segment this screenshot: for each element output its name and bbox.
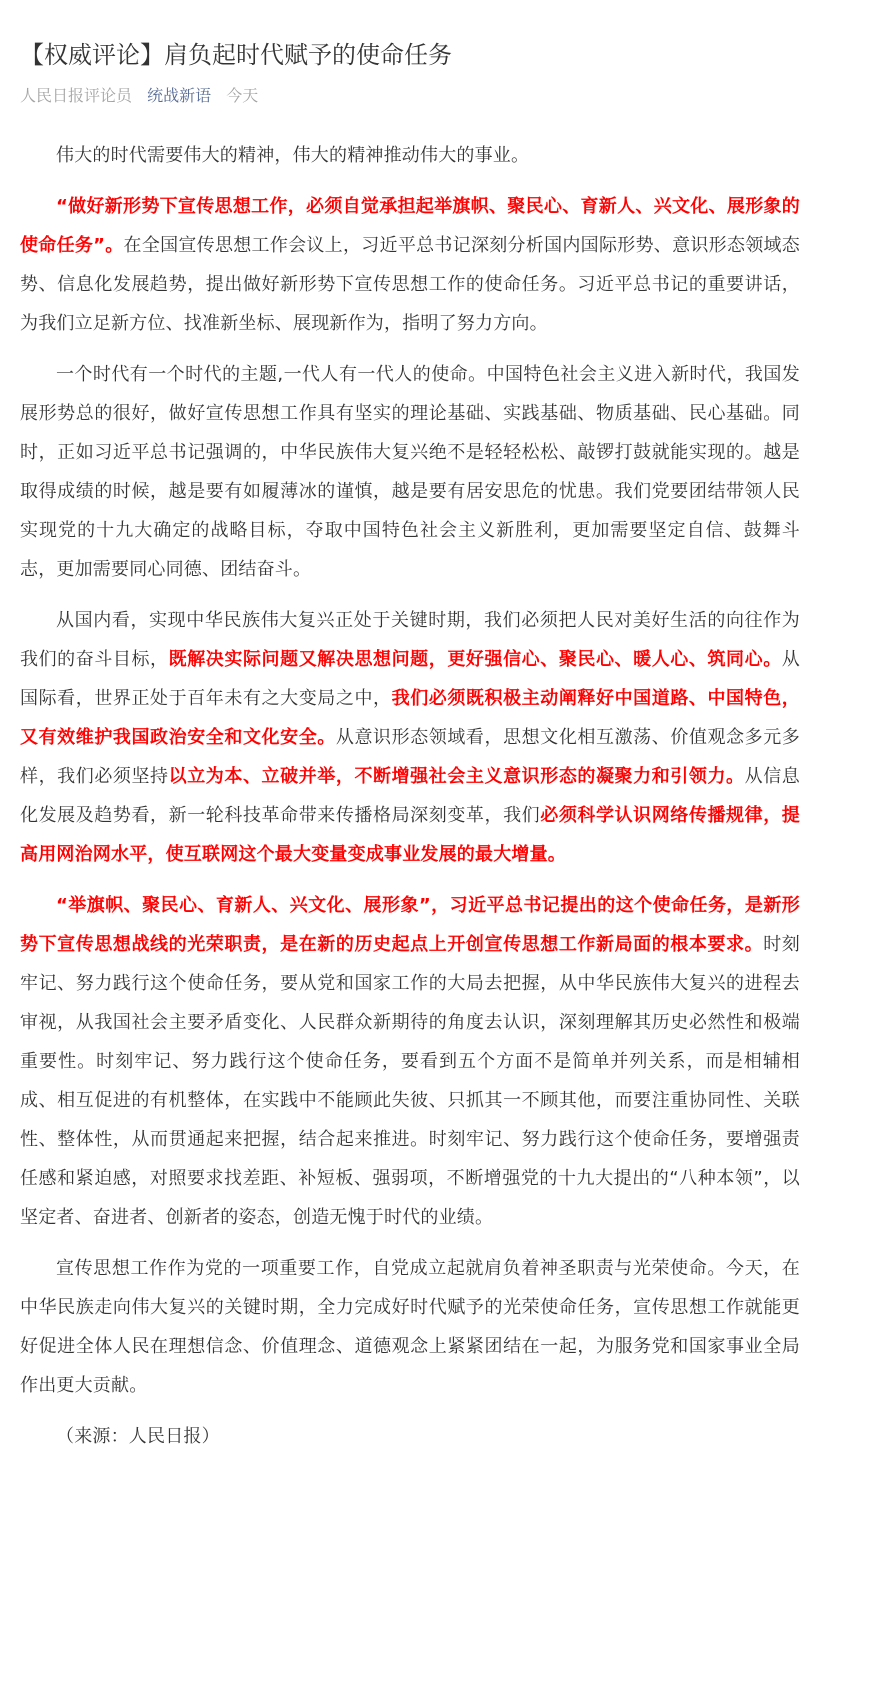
article-source: （来源：人民日报） bbox=[56, 1426, 220, 1447]
article-paragraph bbox=[20, 355, 800, 589]
article-paragraph bbox=[20, 187, 800, 343]
article-title: 【权威评论】肩负起时代赋予的使命任务 bbox=[20, 41, 452, 69]
highlighted-text: 我们必须既积极主动阐释好中国道路、中国特色，又有效维护我国政治安全和文化安全。 bbox=[20, 688, 800, 748]
highlighted-text: 既解决实际问题又解决思想问题，更好强信心、聚民心、暖人心、筑同心。 bbox=[168, 649, 782, 670]
publish-date: 今天 bbox=[226, 86, 259, 105]
body-text: 一个时代有一个时代的主题,一代人有一代人的使命。中国特色社会主义进入新时代，我国发展形势总的很好，做好宣传思想工作具有坚实的理论基础、实践基础、物质基础、民心基础。同时，正如习近平总书记强调的，中华民族伟大复兴绝不是轻轻松松、敲锣打鼓就能实现的。越是取得成绩的时候，越是要有如履薄冰的谨慎，越是要有居安思危的忧患。我们党要团结带领人民实现党的十九大确定的战略目标，夺取中国特色社会主义新胜利，更加需要坚定自信、鼓舞斗志，更加需要同心同德、团结奋斗。 bbox=[20, 364, 800, 580]
article-meta bbox=[20, 84, 800, 108]
article-paragraph bbox=[20, 136, 800, 175]
highlighted-text: 以立为本、立破并举，不断增强社会主义意识形态的凝聚力和引领力。 bbox=[168, 766, 745, 787]
article-paragraph bbox=[20, 1249, 800, 1405]
body-text: 宣传思想工作作为党的一项重要工作，自党成立起就肩负着神圣职责与光荣使命。今天，在中华民族走向伟大复兴的关键时期，全力完成好时代赋予的光荣使命任务，宣传思想工作就能更好促进全体人民在理想信念、价值理念、道德观念上紧紧团结在一起，为服务党和国家事业全局作出更大贡献。 bbox=[20, 1258, 800, 1396]
body-text: 伟大的时代需要伟大的精神，伟大的精神推动伟大的事业。 bbox=[56, 145, 530, 166]
body-text: 在全国宣传思想工作会议上，习近平总书记深刻分析国内国际形势、意识形态领域态势、信息化发展趋势，提出做好新形势下宣传思想工作的使命任务。习近平总书记的重要讲话，为我们立足新方位、找准新坐标、展现新作为，指明了努力方向。 bbox=[20, 235, 800, 334]
article-paragraph bbox=[20, 886, 800, 1237]
body-text: 从国际看，世界正处于百年未有之大变局之中， bbox=[20, 649, 800, 709]
article-body bbox=[20, 136, 800, 1456]
body-text: 从国内看，实现中华民族伟大复兴正处于关键时期，我们必须把人民对美好生活的向往作为我们的奋斗目标， bbox=[20, 610, 800, 670]
body-text: 从意识形态领域看，思想文化相互激荡、价值观念多元多样，我们必须坚持 bbox=[20, 727, 801, 787]
article-author: 人民日报评论员 bbox=[20, 86, 133, 105]
body-text: 时刻牢记、努力践行这个使命任务，要从党和国家工作的大局去把握，从中华民族伟大复兴的进程去审视，从我国社会主要矛盾变化、人民群众新期待的角度去认识，深刻理解其历史必然性和极端重要性。时刻牢记、努力践行这个使命任务，要看到五个方面不是简单并列关系，而是相辅相成、相互促进的有机整体，在实践中不能顾此失彼、只抓其一不顾其他，而要注重协同性、关联性、整体性，从而贯通起来把握，结合起来推进。时刻牢记、努力践行这个使命任务，要增强责任感和紧迫感，对照要求找差距、补短板、强弱项，不断增强党的十九大提出的“八种本领”，以坚定者、奋进者、创新者的姿态，创造无愧于时代的业绩。 bbox=[20, 934, 800, 1228]
article-paragraph bbox=[20, 601, 800, 874]
account-name-link[interactable]: 统战新语 bbox=[147, 86, 212, 105]
highlighted-text: “做好新形势下宣传思想工作，必须自觉承担起举旗帜、聚民心、育新人、兴文化、展形象的使命任务”。 bbox=[20, 196, 800, 256]
highlighted-text: “举旗帜、聚民心、育新人、兴文化、展形象”，习近平总书记提出的这个使命任务，是新形势下宣传思想战线的光荣职责，是在新的历史起点上开创宣传思想工作新局面的根本要求。 bbox=[20, 895, 800, 955]
highlighted-text: 必须科学认识网络传播规律，提高用网治网水平，使互联网这个最大变量变成事业发展的最大增量。 bbox=[20, 805, 800, 865]
body-text: 从信息化发展及趋势看，新一轮科技革命带来传播格局深刻变革，我们 bbox=[20, 766, 800, 826]
